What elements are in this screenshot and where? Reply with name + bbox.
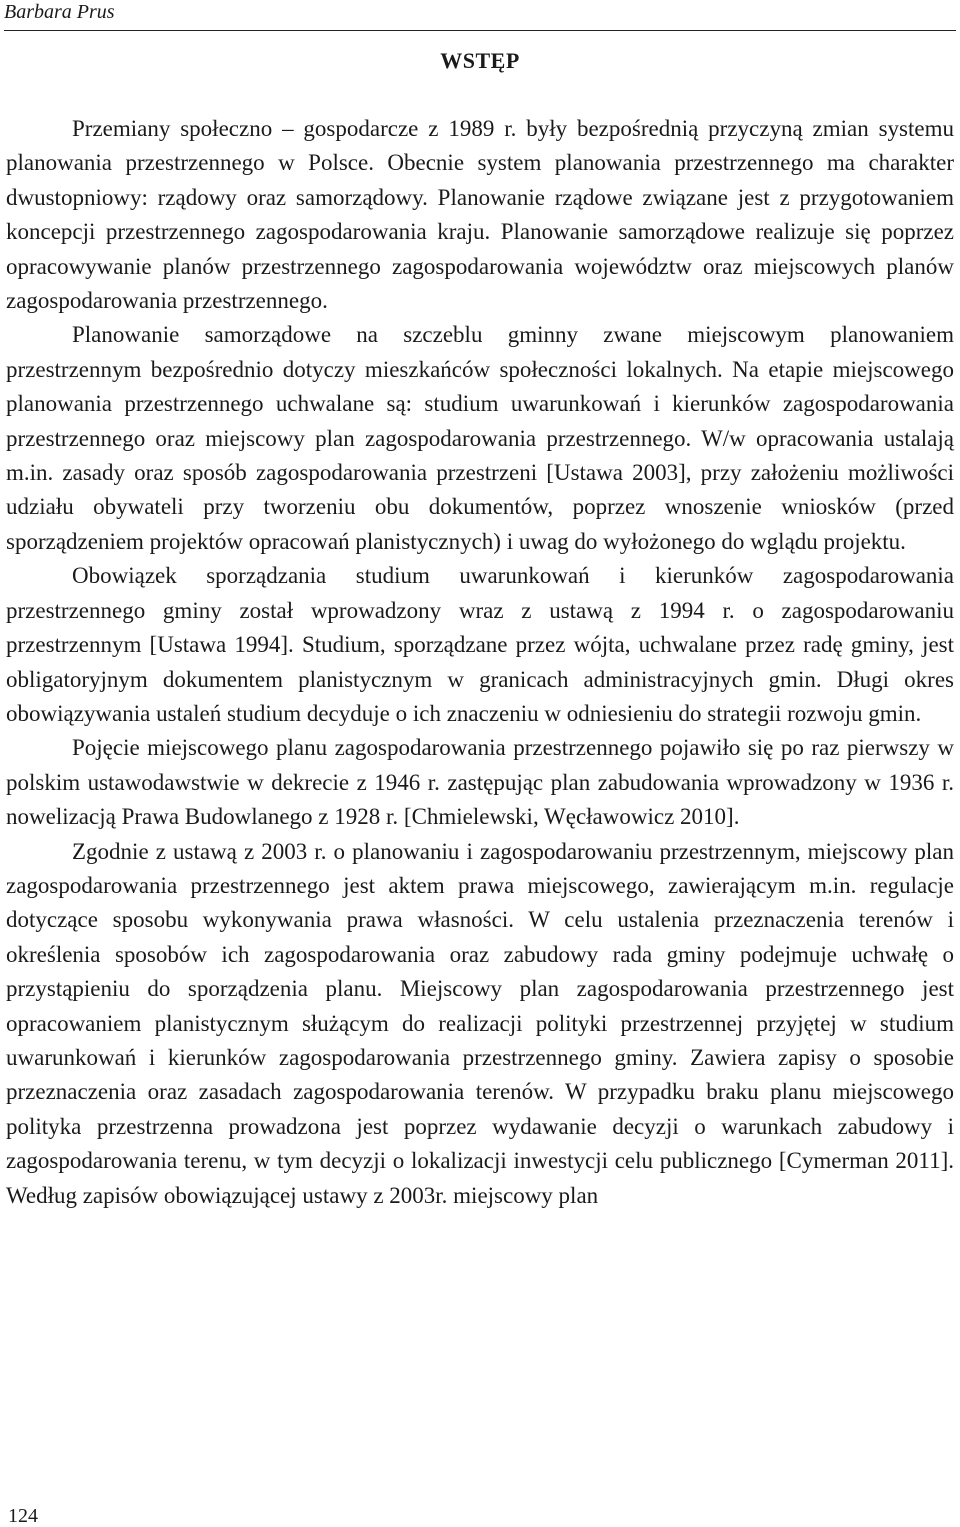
- section-title: WSTĘP: [440, 48, 520, 73]
- running-header: [4, 0, 956, 31]
- paragraph: Obowiązek sporządzania studium uwarunkowań i kierunków zagospodarowania przestrzennego gminy został wprowadzony wraz z ustawą z 1994 r. o zagospodarowaniu przestrzennym [Ustawa 1994]. Studium, sporządzane przez wójta, uchwalane przez radę gminy, jest obligatoryjnym dokumentem planistycznym w granicach administracyjnych gmin. Długi okres obowiązywania ustaleń studium decyduje o ich znaczeniu w odniesieniu do strategii rozwoju gmin.: [6, 563, 954, 726]
- body-text: [6, 112, 954, 1213]
- paragraph: Zgodnie z ustawą z 2003 r. o planowaniu i zagospodarowaniu przestrzennym, miejscowy plan zagospodarowania przestrzennego jest aktem prawa miejscowego, zawierającym m.in. regulacje dotyczące sposobu wykonywania prawa własności. W celu ustalenia przeznaczenia terenów i określenia sposobów ich zagospodarowania oraz zabudowy rada gminy podejmuje uchwałę o przystąpieniu do sporządzenia planu. Miejscowy plan zagospodarowania przestrzennego jest opracowaniem planistycznym służącym do realizacji polityki przestrzennej przyjętej w studium uwarunkowań i kierunków zagospodarowania przestrzennego gminy. Zawiera zapisy o sposobie przeznaczenia oraz zasadach zagospodarowania terenów. W przypadku braku planu miejscowego polityka przestrzenna prowadzona jest poprzez wydawanie decyzji o warunkach zabudowy i zagospodarowania terenu, w tym decyzji o lokalizacji inwestycji celu publicznego [Cymerman 2011]. Według zapisów obowiązującej ustawy z 2003r. miejscowy plan: [6, 838, 954, 1208]
- running-header-author: Barbara Prus: [4, 1, 115, 23]
- page-number: 124: [8, 1505, 38, 1527]
- paragraph: Przemiany społeczno – gospodarcze z 1989 r. były bezpośrednią przyczyną zmian systemu planowania przestrzennego w Polsce. Obecnie system planowania przestrzennego ma charakter dwustopniowy: rządowy oraz samorządowy. Planowanie rządowe związane jest z przygotowaniem koncepcji przestrzennego zagospodarowania kraju. Planowanie samorządowe realizuje się poprzez opracowywanie planów przestrzennego zagospodarowania województw oraz miejscowych planów zagospodarowania przestrzennego.: [6, 116, 954, 314]
- paragraph: Planowanie samorządowe na szczeblu gminny zwane miejscowym planowaniem przestrzennym bezpośrednio dotyczy mieszkańców społeczności lokalnych. Na etapie miejscowego planowania przestrzennego uchwalane są: studium uwarunkowań i kierunków zagospodarowania przestrzennego oraz miejscowy plan zagospodarowania przestrzennego. W/w opracowania ustalają m.in. zasady oraz sposób zagospodarowania przestrzeni [Ustawa 2003], przy założeniu możliwości udziału obywateli przy tworzeniu obu dokumentów, poprzez wnoszenie wniosków (przed sporządzeniem projektów opracowań planistycznych) i uwag do wyłożonego do wglądu projektu.: [6, 322, 954, 554]
- paragraph: Pojęcie miejscowego planu zagospodarowania przestrzennego pojawiło się po raz pierwszy w polskim ustawodawstwie w dekrecie z 1946 r. zastępując plan zabudowania wprowadzony w 1936 r. nowelizacją Prawa Budowlanego z 1928 r. [Chmielewski, Węcławowicz 2010].: [6, 735, 954, 830]
